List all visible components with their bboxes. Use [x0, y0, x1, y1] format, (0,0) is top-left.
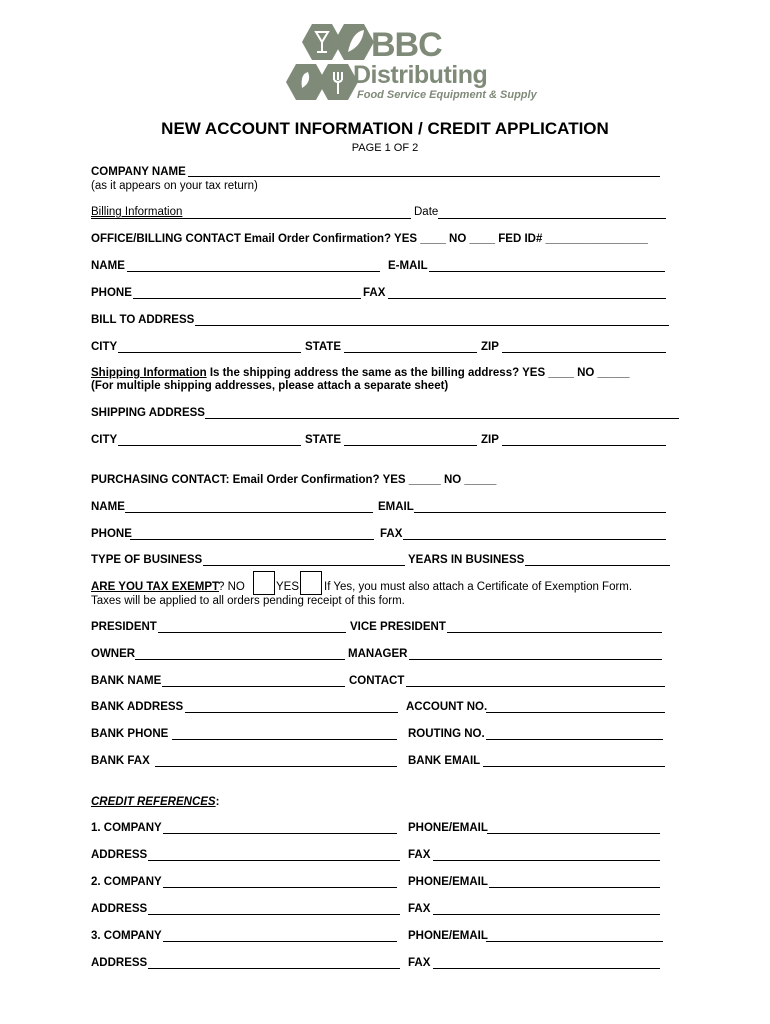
ref3-company-label: 3. COMPANY: [91, 930, 162, 942]
company-name-note: (as it appears on your tax return): [91, 180, 258, 192]
tax-exempt-no-checkbox[interactable]: [253, 571, 275, 595]
tax-exempt-note: If Yes, you must also attach a Certificate of Exemption Form.: [324, 581, 633, 593]
logo-tagline: Food Service Equipment & Supply: [357, 89, 537, 101]
ref3-fax-field[interactable]: [433, 968, 660, 969]
form-title: NEW ACCOUNT INFORMATION / CREDIT APPLICATION: [161, 119, 609, 138]
bill-to-address-field[interactable]: [195, 325, 669, 326]
phone-label: PHONE: [91, 287, 132, 299]
tax-exempt-note2: Taxes will be applied to all orders pending receipt of this form.: [91, 595, 405, 607]
phone-field[interactable]: [133, 298, 361, 299]
page-indicator: PAGE 1 OF 2: [351, 142, 419, 154]
billing-info-field[interactable]: [91, 218, 411, 219]
years-business-field[interactable]: [525, 565, 670, 566]
ref1-address-field[interactable]: [148, 860, 400, 861]
ref1-fax-label: FAX: [408, 849, 431, 861]
ref3-fax-label: FAX: [408, 957, 431, 969]
ship-state-field[interactable]: [344, 445, 477, 446]
fax-label: FAX: [363, 287, 386, 299]
date-label: Date: [414, 206, 439, 218]
purchasing-email-label: EMAIL: [378, 501, 414, 513]
ref2-company-field[interactable]: [163, 887, 397, 888]
contact-field[interactable]: [406, 686, 665, 687]
city-field[interactable]: [118, 352, 301, 353]
shipping-address-label: SHIPPING ADDRESS: [91, 407, 205, 419]
bank-email-field[interactable]: [483, 766, 665, 767]
president-field[interactable]: [158, 632, 346, 633]
bank-address-label: BANK ADDRESS: [91, 701, 184, 713]
ref1-company-label: 1. COMPANY: [91, 822, 162, 834]
shipping-address-field[interactable]: [205, 418, 679, 419]
routing-no-label: ROUTING NO.: [408, 728, 485, 740]
tax-exempt-yes-checkbox[interactable]: [300, 571, 322, 595]
ship-city-label: CITY: [91, 434, 118, 446]
date-field[interactable]: [438, 218, 666, 219]
bank-email-label: BANK EMAIL: [408, 755, 481, 767]
ref2-fax-label: FAX: [408, 903, 431, 915]
ship-zip-field[interactable]: [502, 445, 666, 446]
shipping-multi-note: (For multiple shipping addresses, please attach a separate sheet): [91, 380, 449, 392]
contact-label: CONTACT: [349, 675, 405, 687]
ship-state-label: STATE: [305, 434, 341, 446]
email-label: E-MAIL: [388, 260, 428, 272]
vice-president-field[interactable]: [447, 632, 662, 633]
ref2-phone-email-label: PHONE/EMAIL: [408, 876, 488, 888]
bank-fax-label: BANK FAX: [91, 755, 150, 767]
ref1-company-field[interactable]: [163, 833, 397, 834]
ship-zip-label: ZIP: [481, 434, 499, 446]
shipping-info-label: Shipping Information: [91, 367, 207, 379]
ref1-phone-email-label: PHONE/EMAIL: [408, 822, 488, 834]
purchasing-phone-label: PHONE: [91, 528, 132, 540]
purchasing-name-field[interactable]: [125, 512, 373, 513]
ref2-fax-field[interactable]: [433, 914, 660, 915]
ref2-company-label: 2. COMPANY: [91, 876, 162, 888]
purchasing-email-field[interactable]: [414, 512, 666, 513]
ref3-address-field[interactable]: [148, 968, 400, 969]
city-label: CITY: [91, 341, 118, 353]
ref2-phone-email-field[interactable]: [489, 887, 660, 888]
credit-references-colon: :: [215, 796, 220, 808]
email-field[interactable]: [429, 271, 665, 272]
bank-name-field[interactable]: [162, 686, 345, 687]
account-no-field[interactable]: [486, 712, 665, 713]
ref1-address-label: ADDRESS: [91, 849, 148, 861]
state-field[interactable]: [344, 352, 477, 353]
fax-field[interactable]: [388, 298, 666, 299]
bank-fax-field[interactable]: [155, 766, 397, 767]
ref2-address-label: ADDRESS: [91, 903, 148, 915]
name-label: NAME: [91, 260, 125, 272]
ref1-phone-email-field[interactable]: [487, 833, 660, 834]
bank-name-label: BANK NAME: [91, 675, 162, 687]
logo-subname: Distributing: [353, 61, 488, 89]
ref2-address-field[interactable]: [148, 914, 400, 915]
shipping-same-question[interactable]: Is the shipping address the same as the billing address? YES ____ NO _____: [206, 367, 630, 379]
ref3-address-label: ADDRESS: [91, 957, 148, 969]
purchasing-name-label: NAME: [91, 501, 125, 513]
ship-city-field[interactable]: [118, 445, 301, 446]
type-business-field[interactable]: [203, 565, 405, 566]
owner-label: OWNER: [91, 648, 136, 660]
ref3-phone-email-label: PHONE/EMAIL: [408, 930, 488, 942]
ref3-company-field[interactable]: [163, 941, 397, 942]
account-no-label: ACCOUNT NO.: [406, 701, 488, 713]
bill-to-address-label: BILL TO ADDRESS: [91, 314, 195, 326]
years-business-label: YEARS IN BUSINESS: [408, 554, 525, 566]
tax-exempt-yes-label: YES: [276, 581, 300, 593]
type-business-label: TYPE OF BUSINESS: [91, 554, 203, 566]
bank-address-field[interactable]: [185, 712, 398, 713]
billing-info-label: Billing Information: [91, 206, 183, 218]
manager-label: MANAGER: [348, 648, 408, 660]
company-name-label: COMPANY NAME: [91, 166, 186, 178]
tax-exempt-label: ARE YOU TAX EXEMPT: [91, 581, 220, 593]
purchasing-phone-field[interactable]: [130, 539, 374, 540]
ref1-fax-field[interactable]: [433, 860, 660, 861]
zip-label: ZIP: [481, 341, 499, 353]
manager-field[interactable]: [409, 659, 662, 660]
president-label: PRESIDENT: [91, 621, 157, 633]
logo-name: BBC: [371, 26, 442, 64]
ref3-phone-email-field[interactable]: [486, 941, 663, 942]
shipping-question: [91, 367, 630, 380]
vice-president-label: VICE PRESIDENT: [350, 621, 446, 633]
purchasing-fax-label: FAX: [380, 528, 403, 540]
office-billing-contact[interactable]: OFFICE/BILLING CONTACT Email Order Confirmation? YES ____ NO ____ FED ID# ________________: [91, 233, 648, 245]
tax-exempt-no-label: ? NO: [218, 581, 245, 593]
credit-references-label: CREDIT REFERENCES: [91, 796, 216, 808]
company-name-field[interactable]: [188, 176, 660, 177]
purchasing-contact[interactable]: PURCHASING CONTACT: Email Order Confirmation? YES _____ NO _____: [91, 474, 497, 486]
routing-no-field[interactable]: [486, 739, 663, 740]
state-label: STATE: [305, 341, 341, 353]
zip-field[interactable]: [502, 352, 666, 353]
owner-field[interactable]: [135, 659, 345, 660]
purchasing-fax-field[interactable]: [403, 539, 666, 540]
bank-phone-field[interactable]: [172, 739, 397, 740]
name-field[interactable]: [127, 271, 380, 272]
bank-phone-label: BANK PHONE: [91, 728, 169, 740]
credit-references-heading: [91, 796, 219, 809]
